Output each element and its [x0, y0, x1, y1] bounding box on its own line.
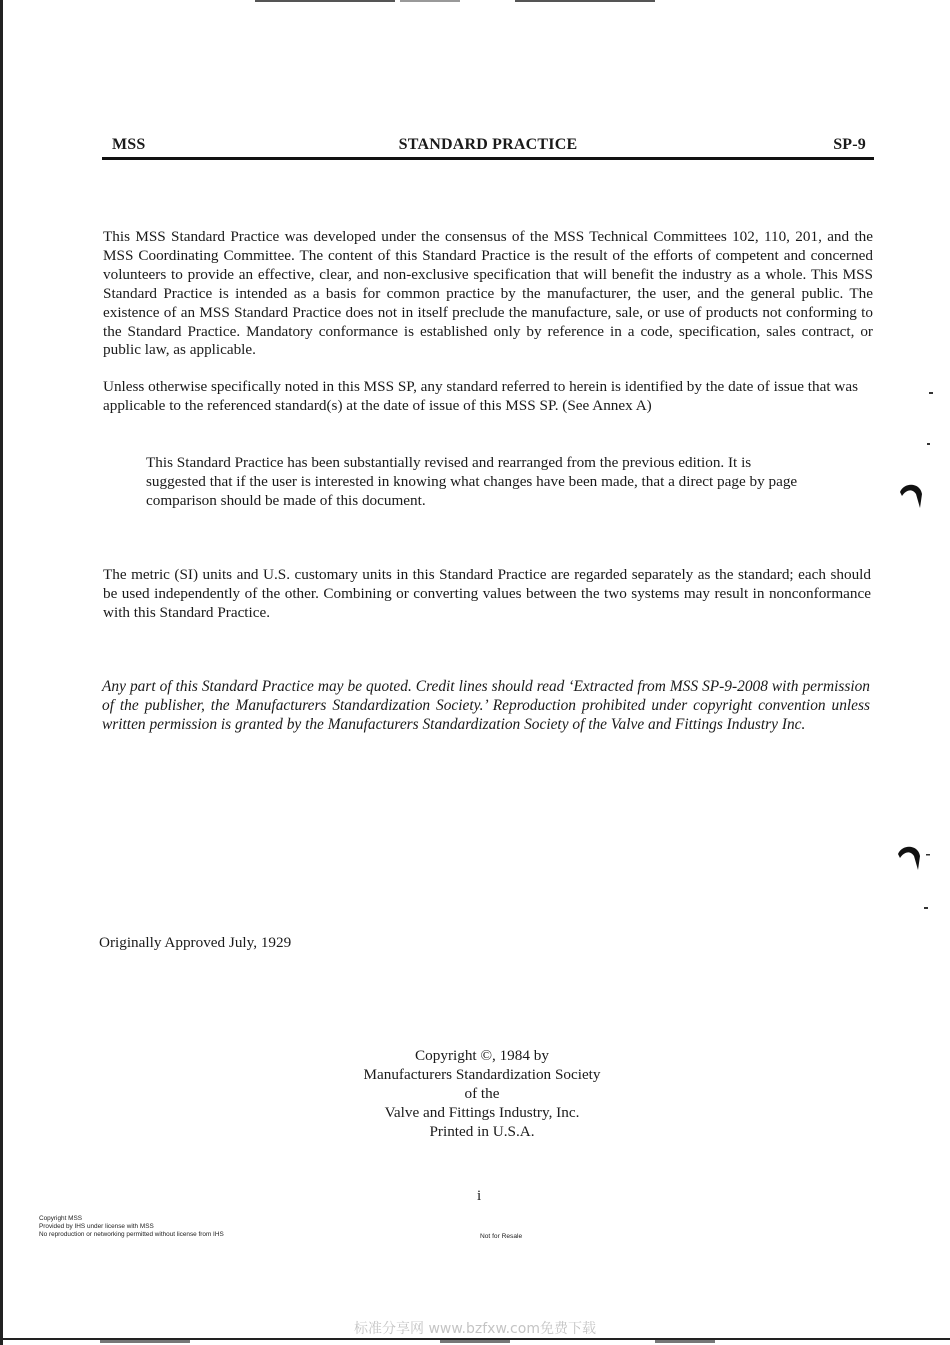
quotation-permission-paragraph: Any part of this Standard Practice may be quoted. Credit lines should read ‘Extracted from MSS SP-9-2008 with permission of the publisher, the Manufacturers Standardization Society.’ Reproduction prohibited under copyright convention unless written permission is granted by the Manufacturers Standardization Society of the Valve and Fittings Industry Inc.	[102, 678, 870, 733]
scan-top-artifact	[0, 0, 950, 4]
original-approval-date: Originally Approved July, 1929	[99, 934, 292, 951]
consensus-paragraph: This MSS Standard Practice was developed under the consensus of the MSS Technical Committees 102, 110, 201, and the MSS Coordinating Committee. The content of this Standard Practice is the result of the efforts of competent and concerned volunteers to provide an effective, clear, and non-exclusive specification that will benefit the industry as a whole. This MSS Standard Practice is intended as a basis for common practice by the manufacturer, the user, and the general public. The existence of an MSS Standard Practice does not in itself preclude the manufacture, sale, or use of products not conforming to the Standard Practice. Mandatory conformance is established only by reference in a code, specification, sales contract, or public law, as applicable.	[103, 228, 873, 359]
scan-speck	[924, 907, 928, 909]
header-rule	[102, 157, 874, 160]
copyright-line: Printed in U.S.A.	[429, 1123, 535, 1140]
binder-hole-mark-upper	[898, 480, 926, 510]
binder-hole-mark-lower	[896, 842, 934, 872]
header-org: MSS	[112, 136, 146, 153]
license-line: Provided by IHS under license with MSS	[39, 1222, 154, 1230]
license-line: Copyright MSS	[39, 1215, 82, 1222]
units-paragraph: The metric (SI) units and U.S. customary units in this Standard Practice are regarded separately as the standard; each should be used independently of the other. Combining or converting values between the two systems may result in nonconformance with this Standard Practice.	[103, 566, 871, 621]
standards-reference-paragraph: Unless otherwise specifically noted in this MSS SP, any standard referred to herein is identified by the date of issue that was applicable to the referenced standard(s) at the date of issue of this MSS SP. (See Annex A)	[103, 378, 858, 414]
copyright-line: Manufacturers Standardization Society	[363, 1066, 601, 1083]
license-notice	[39, 1215, 224, 1238]
copyright-line: of the	[464, 1085, 500, 1102]
scan-bottom-artifact	[0, 1336, 950, 1345]
header-title: STANDARD PRACTICE	[398, 136, 578, 153]
copyright-block	[332, 1046, 632, 1141]
header-doc-number: SP-9	[833, 136, 866, 153]
scan-speck	[929, 392, 933, 394]
copyright-line: Valve and Fittings Industry, Inc.	[384, 1104, 580, 1121]
not-for-resale-label: Not for Resale	[480, 1233, 523, 1240]
site-watermark: 标准分享网 www.bzfxw.com免费下载	[354, 1321, 596, 1337]
page-header	[102, 136, 874, 156]
license-line: No reproduction or networking permitted without license from IHS	[39, 1230, 224, 1238]
copyright-line: Copyright ©, 1984 by	[415, 1047, 549, 1064]
scan-speck	[927, 443, 930, 445]
page-number: i	[477, 1188, 482, 1204]
scan-left-edge	[0, 0, 3, 1345]
revision-note-paragraph: This Standard Practice has been substantially revised and rearranged from the previous edition. It is suggested that if the user is interested in knowing what changes have been made, that a direct page by page comparison should be made of this document.	[146, 454, 798, 509]
